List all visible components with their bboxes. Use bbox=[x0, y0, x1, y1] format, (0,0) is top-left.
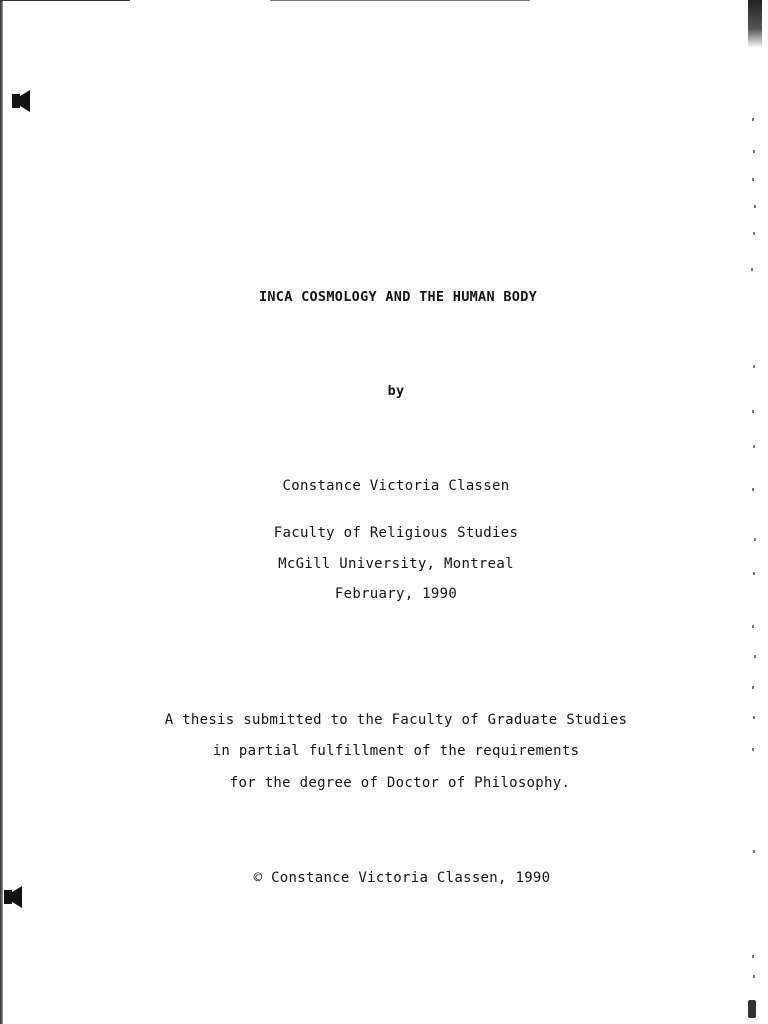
faculty-name: Faculty of Religious Studies bbox=[273, 525, 519, 541]
copyright-notice: © Constance Victoria Classen, 1990 bbox=[253, 870, 551, 886]
scan-top-edge bbox=[0, 0, 130, 1]
speck bbox=[753, 850, 755, 853]
submission-statement-line-1: A thesis submitted to the Faculty of Graduate Studies bbox=[164, 712, 628, 728]
speck bbox=[752, 686, 754, 689]
speck bbox=[752, 410, 754, 413]
speck bbox=[752, 118, 754, 121]
scan-arrow-marker-bottom bbox=[4, 886, 22, 908]
scan-arrow-marker-top bbox=[12, 90, 30, 112]
submission-date: February, 1990 bbox=[334, 586, 458, 602]
speck bbox=[753, 975, 755, 978]
speck bbox=[752, 955, 754, 958]
speck bbox=[754, 655, 756, 658]
speck bbox=[753, 572, 755, 575]
thesis-title: INCA COSMOLOGY AND THE HUMAN BODY bbox=[258, 289, 538, 305]
submission-statement-line-2: in partial fulfillment of the requirements bbox=[212, 743, 580, 759]
scan-top-edge-mark bbox=[270, 0, 530, 1]
speck bbox=[753, 365, 755, 368]
submission-statement-line-3: for the degree of Doctor of Philosophy. bbox=[229, 775, 571, 791]
university-name: McGill University, Montreal bbox=[278, 556, 514, 572]
speck bbox=[752, 625, 754, 628]
speck bbox=[753, 445, 755, 448]
speck bbox=[752, 178, 754, 181]
speck bbox=[753, 150, 755, 153]
speck bbox=[754, 205, 756, 208]
by-line: by bbox=[387, 383, 405, 399]
author-name: Constance Victoria Classen bbox=[282, 478, 510, 494]
speck bbox=[751, 268, 753, 271]
speck bbox=[753, 232, 755, 235]
scan-left-edge bbox=[0, 0, 3, 1024]
